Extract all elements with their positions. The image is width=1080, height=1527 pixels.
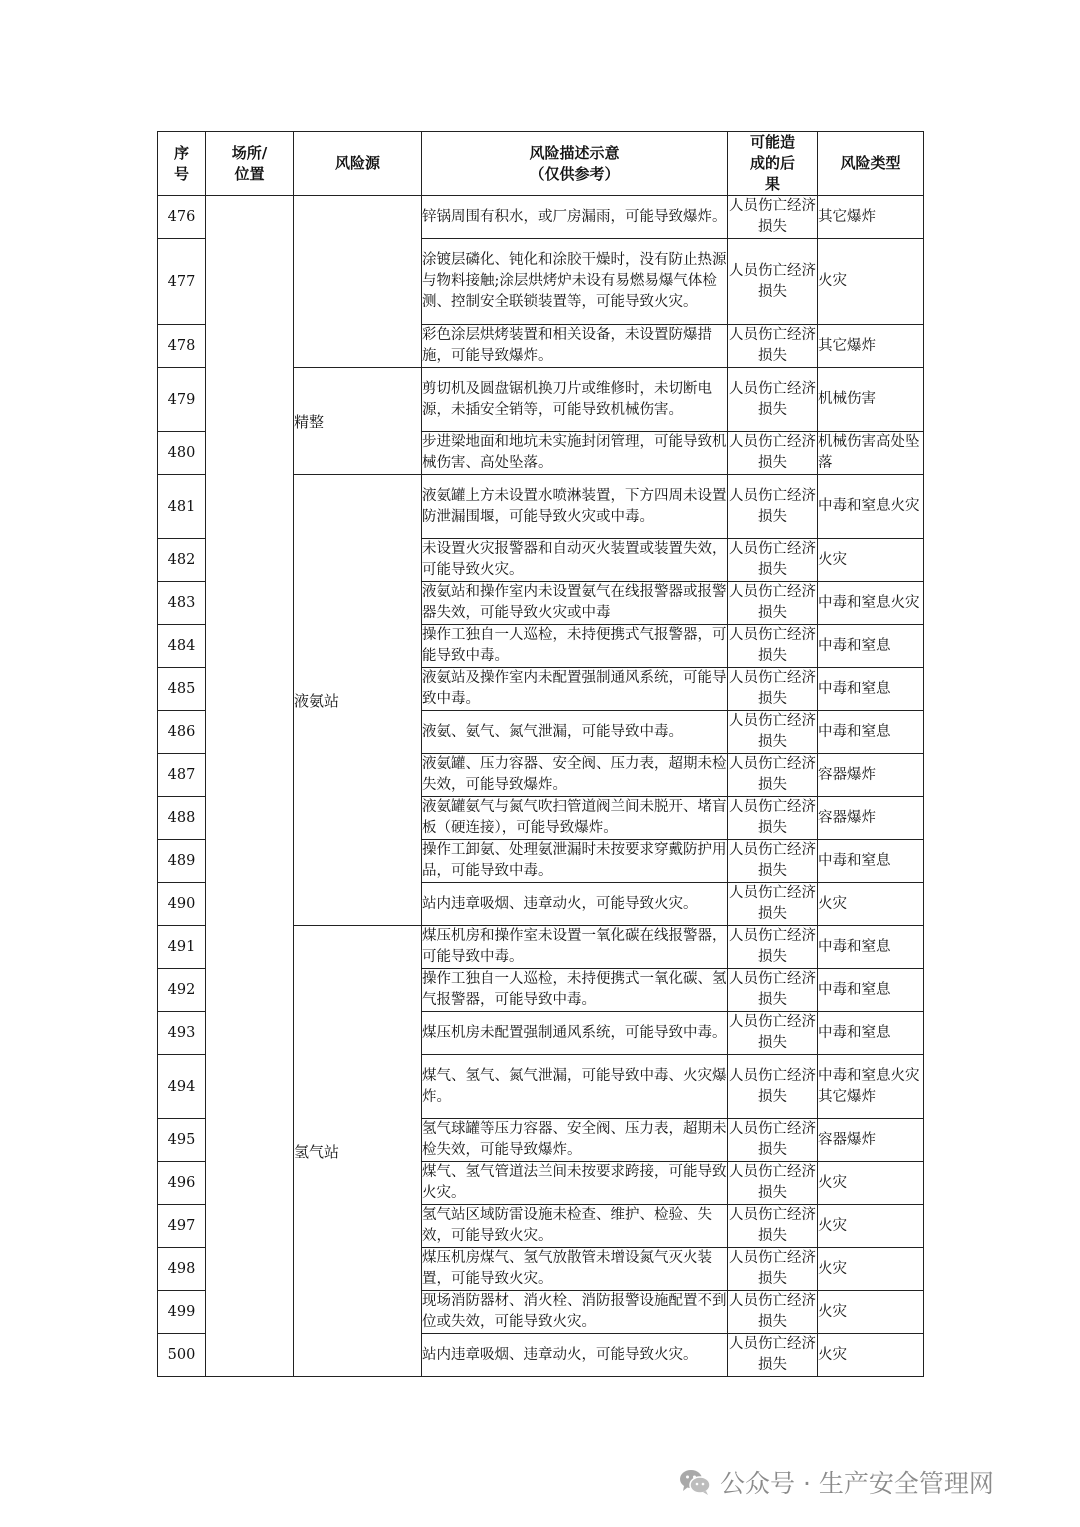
row-number: 476: [158, 196, 206, 239]
row-number: 495: [158, 1119, 206, 1162]
row-number: 491: [158, 926, 206, 969]
risk-description: 液氨罐氨气与氮气吹扫管道阀兰间未脱开、堵盲板（硬连接），可能导致爆炸。: [422, 797, 728, 840]
row-number: 484: [158, 625, 206, 668]
risk-description: 煤气、氢气管道法兰间未按要求跨接，可能导致火灾。: [422, 1162, 728, 1205]
header-consequence: 可能造成的后果: [728, 132, 818, 196]
consequence-cell: 人员伤亡经济损失: [728, 1055, 818, 1119]
risk-source-cell: 液氨站: [294, 475, 422, 926]
consequence-cell: 人员伤亡经济损失: [728, 368, 818, 432]
risk-description: 现场消防器材、消火栓、消防报警设施配置不到位或失效，可能导致火灾。: [422, 1291, 728, 1334]
risk-description: 液氨站和操作室内未设置氨气在线报警器或报警器失效，可能导致火灾或中毒: [422, 582, 728, 625]
risk-description: 未设置火灾报警器和自动灭火装置或装置失效，可能导致火灾。: [422, 539, 728, 582]
risk-type-cell: 中毒和窒息火灾: [818, 475, 924, 539]
row-number: 494: [158, 1055, 206, 1119]
risk-type-cell: 中毒和窒息: [818, 926, 924, 969]
row-number: 488: [158, 797, 206, 840]
risk-description: 煤压机房煤气、氢气放散管未增设氮气灭火装置，可能导致火灾。: [422, 1248, 728, 1291]
table-row: [158, 196, 924, 239]
header-source: 风险源: [294, 132, 422, 196]
consequence-cell: 人员伤亡经济损失: [728, 1291, 818, 1334]
consequence-cell: 人员伤亡经济损失: [728, 539, 818, 582]
risk-type-cell: 中毒和窒息: [818, 969, 924, 1012]
risk-type-cell: 中毒和窒息: [818, 668, 924, 711]
consequence-cell: 人员伤亡经济损失: [728, 239, 818, 325]
risk-source-cell: 氢气站: [294, 926, 422, 1377]
header-risk-type: 风险类型: [818, 132, 924, 196]
row-number: 493: [158, 1012, 206, 1055]
row-number: 482: [158, 539, 206, 582]
risk-description: 步进梁地面和地坑未实施封闭管理，可能导致机械伤害、高处坠落。: [422, 432, 728, 475]
risk-description: 液氨、氨气、氮气泄漏，可能导致中毒。: [422, 711, 728, 754]
risk-type-cell: 中毒和窒息火灾: [818, 582, 924, 625]
consequence-cell: 人员伤亡经济损失: [728, 475, 818, 539]
consequence-cell: 人员伤亡经济损失: [728, 1162, 818, 1205]
row-number: 481: [158, 475, 206, 539]
risk-description: 操作工独自一人巡检，未持便携式一氧化碳、氢气报警器，可能导致中毒。: [422, 969, 728, 1012]
risk-description: 操作工独自一人巡检，未持便携式气报警器，可能导致中毒。: [422, 625, 728, 668]
consequence-cell: 人员伤亡经济损失: [728, 969, 818, 1012]
risk-type-cell: 火灾: [818, 539, 924, 582]
row-number: 489: [158, 840, 206, 883]
header-description-line2: （仅供参考）: [529, 164, 620, 183]
watermark: [678, 1462, 994, 1502]
consequence-cell: 人员伤亡经济损失: [728, 1119, 818, 1162]
risk-description: 站内违章吸烟、违章动火，可能导致火灾。: [422, 883, 728, 926]
header-description-line1: 风险描述示意: [529, 143, 620, 162]
risk-type-cell: 火灾: [818, 239, 924, 325]
consequence-cell: 人员伤亡经济损失: [728, 883, 818, 926]
header-description: [422, 132, 728, 196]
risk-description: 锌锅周围有积水，或厂房漏雨，可能导致爆炸。: [422, 196, 728, 239]
risk-description: 煤压机房未配置强制通风系统，可能导致中毒。: [422, 1012, 728, 1055]
risk-table: [157, 131, 924, 1377]
risk-description: 液氨罐上方未设置水喷淋装置，下方四周未设置防泄漏围堰，可能导致火灾或中毒。: [422, 475, 728, 539]
risk-type-cell: 中毒和窒息: [818, 711, 924, 754]
row-number: 497: [158, 1205, 206, 1248]
risk-type-cell: 容器爆炸: [818, 1119, 924, 1162]
row-number: 483: [158, 582, 206, 625]
row-number: 499: [158, 1291, 206, 1334]
risk-type-cell: 中毒和窒息火灾其它爆炸: [818, 1055, 924, 1119]
place-cell: [206, 196, 294, 1377]
row-number: 498: [158, 1248, 206, 1291]
table-body: [158, 196, 924, 1377]
risk-description: 站内违章吸烟、违章动火，可能导致火灾。: [422, 1334, 728, 1377]
risk-type-cell: 其它爆炸: [818, 325, 924, 368]
risk-type-cell: 中毒和窒息: [818, 1012, 924, 1055]
row-number: 480: [158, 432, 206, 475]
risk-type-cell: 中毒和窒息: [818, 625, 924, 668]
row-number: 500: [158, 1334, 206, 1377]
risk-type-cell: 机械伤害: [818, 368, 924, 432]
consequence-cell: 人员伤亡经济损失: [728, 1205, 818, 1248]
risk-type-cell: 火灾: [818, 1162, 924, 1205]
consequence-cell: 人员伤亡经济损失: [728, 840, 818, 883]
consequence-cell: 人员伤亡经济损失: [728, 325, 818, 368]
consequence-cell: 人员伤亡经济损失: [728, 668, 818, 711]
risk-description: 彩色涂层烘烤装置和相关设备，未设置防爆措施，可能导致爆炸。: [422, 325, 728, 368]
consequence-cell: 人员伤亡经济损失: [728, 797, 818, 840]
risk-type-cell: 其它爆炸: [818, 196, 924, 239]
table-header-row: [158, 132, 924, 196]
risk-description: 操作工卸氨、处理氨泄漏时未按要求穿戴防护用品，可能导致中毒。: [422, 840, 728, 883]
risk-source-cell: [294, 196, 422, 368]
row-number: 478: [158, 325, 206, 368]
row-number: 487: [158, 754, 206, 797]
risk-description: 液氨站及操作室内未配置强制通风系统，可能导致中毒。: [422, 668, 728, 711]
consequence-cell: 人员伤亡经济损失: [728, 625, 818, 668]
row-number: 486: [158, 711, 206, 754]
row-number: 485: [158, 668, 206, 711]
risk-description: 煤压机房和操作室未设置一氧化碳在线报警器，可能导致中毒。: [422, 926, 728, 969]
risk-source-cell: 精整: [294, 368, 422, 475]
risk-description: 涂镀层磷化、钝化和涂胶干燥时，没有防止热源与物料接触;涂层烘烤炉未设有易燃易爆气体检测、控制安全联锁装置等，可能导致火灾。: [422, 239, 728, 325]
row-number: 496: [158, 1162, 206, 1205]
consequence-cell: 人员伤亡经济损失: [728, 196, 818, 239]
row-number: 492: [158, 969, 206, 1012]
risk-type-cell: 火灾: [818, 1205, 924, 1248]
watermark-text: 公众号 · 生产安全管理网: [720, 1469, 994, 1498]
header-place: 场所/位置: [206, 132, 294, 196]
risk-type-cell: 机械伤害高处坠落: [818, 432, 924, 475]
consequence-cell: 人员伤亡经济损失: [728, 582, 818, 625]
risk-type-cell: 火灾: [818, 1334, 924, 1377]
consequence-cell: 人员伤亡经济损失: [728, 754, 818, 797]
consequence-cell: 人员伤亡经济损失: [728, 926, 818, 969]
wechat-icon: [678, 1465, 712, 1499]
header-seq: 序号: [158, 132, 206, 196]
consequence-cell: 人员伤亡经济损失: [728, 1334, 818, 1377]
risk-type-cell: 容器爆炸: [818, 754, 924, 797]
consequence-cell: 人员伤亡经济损失: [728, 1012, 818, 1055]
row-number: 477: [158, 239, 206, 325]
risk-description: 氢气站区域防雷设施未检查、维护、检验、失效，可能导致火灾。: [422, 1205, 728, 1248]
risk-description: 剪切机及圆盘锯机换刀片或维修时，未切断电源，未插安全销等，可能导致机械伤害。: [422, 368, 728, 432]
risk-description: 煤气、氢气、氮气泄漏，可能导致中毒、火灾爆炸。: [422, 1055, 728, 1119]
risk-type-cell: 容器爆炸: [818, 797, 924, 840]
risk-description: 液氨罐、压力容器、安全阀、压力表，超期未检失效，可能导致爆炸。: [422, 754, 728, 797]
row-number: 479: [158, 368, 206, 432]
risk-type-cell: 火灾: [818, 883, 924, 926]
consequence-cell: 人员伤亡经济损失: [728, 432, 818, 475]
risk-type-cell: 中毒和窒息: [818, 840, 924, 883]
risk-type-cell: 火灾: [818, 1248, 924, 1291]
consequence-cell: 人员伤亡经济损失: [728, 711, 818, 754]
risk-description: 氢气球罐等压力容器、安全阀、压力表，超期未检失效，可能导致爆炸。: [422, 1119, 728, 1162]
row-number: 490: [158, 883, 206, 926]
risk-type-cell: 火灾: [818, 1291, 924, 1334]
consequence-cell: 人员伤亡经济损失: [728, 1248, 818, 1291]
